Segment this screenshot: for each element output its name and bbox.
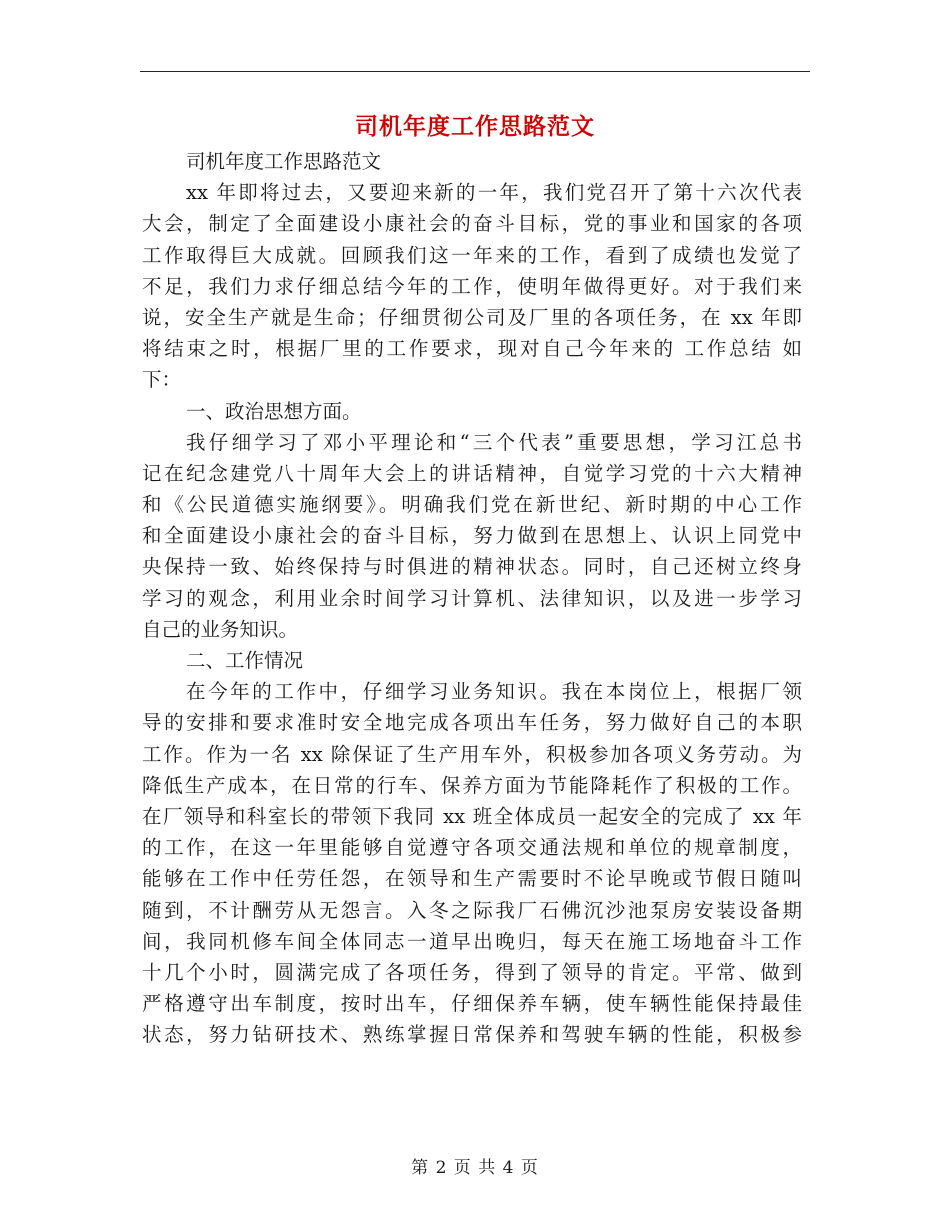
text-line: 一、政治思想方面。 bbox=[186, 399, 362, 423]
text-line: 和《公民道德实施纲要》。明确我们党在新世纪、新时期的中心工作 bbox=[142, 493, 802, 517]
text-line: 不足，我们力求仔细总结今年的工作，使明年做得更好。对于我们来 bbox=[142, 274, 802, 298]
text-line: 导的安排和要求准时安全地完成各项出车任务，努力做好自己的本职 bbox=[142, 711, 802, 735]
text-line: 在今年的工作中，仔细学习业务知识。我在本岗位上，根据厂领 bbox=[186, 680, 802, 704]
text-line: 二、工作情况 bbox=[186, 649, 304, 672]
text-line: 下： bbox=[142, 368, 182, 392]
text-line: 和全面建设小康社会的奋斗目标，努力做到在思想上、认识上同党中 bbox=[142, 524, 802, 548]
text-line: 随到，不计酬劳从无怨言。入冬之际我厂石佛沉沙池泵房安装设备期 bbox=[142, 898, 802, 922]
text-line: 能够在工作中任劳任怨，在领导和生产需要时不论早晚或节假日随叫 bbox=[142, 867, 802, 891]
text-line: 间，我同机修车间全体同志一道早出晚归，每天在施工场地奋斗工作 bbox=[142, 929, 802, 953]
text-line: xx 年即将过去，又要迎来新的一年，我们党召开了第十六次代表 bbox=[186, 181, 802, 205]
text-line: 司机年度工作思路范文 bbox=[186, 150, 382, 173]
document-title: 司机年度工作思路范文 bbox=[355, 114, 595, 140]
text-line: 的工作，在这一年里能够自觉遵守各项交通法规和单位的规章制度， bbox=[142, 836, 802, 860]
text-line: 工作。作为一名 xx 除保证了生产用车外，积极参加各项义务劳动。为 bbox=[142, 742, 802, 766]
text-line: 大会，制定了全面建设小康社会的奋斗目标，党的事业和国家的各项 bbox=[142, 212, 802, 236]
text-line: 自己的业务知识。 bbox=[142, 617, 299, 641]
text-line: 状态，努力钻研技术、熟练掌握日常保养和驾驶车辆的性能，积极参 bbox=[142, 1023, 802, 1047]
text-line: 记在纪念建党八十周年大会上的讲话精神，自觉学习党的十六大精神 bbox=[142, 461, 802, 485]
text-line: 在厂领导和科室长的带领下我同 xx 班全体成员一起安全的完成了 xx 年 bbox=[142, 804, 802, 828]
document-body bbox=[142, 146, 802, 1050]
text-line: 说，安全生产就是生命；仔细贯彻公司及厂里的各项任务，在 xx 年即 bbox=[142, 305, 802, 329]
header-rule bbox=[140, 71, 810, 72]
text-line: 央保持一致、始终保持与时俱进的精神状态。同时，自己还树立终身 bbox=[142, 555, 802, 579]
page-footer: 第 2 页 共 4 页 bbox=[411, 1158, 539, 1178]
text-line: 工作取得巨大成就。回顾我们这一年来的工作，看到了成绩也发觉了 bbox=[142, 243, 802, 267]
text-line: 学习的观念，利用业余时间学习计算机、法律知识，以及进一步学习 bbox=[142, 586, 802, 610]
text-line: 降低生产成本，在日常的行车、保养方面为节能降耗作了积极的工作。 bbox=[142, 773, 802, 797]
text-line: 十几个小时，圆满完成了各项任务，得到了领导的肯定。平常、做到 bbox=[142, 960, 802, 984]
text-line: 将结束之时，根据厂里的工作要求，现对自己今年来的 工作总结 如 bbox=[142, 337, 802, 361]
text-line: 我仔细学习了邓小平理论和“三个代表”重要思想，学习江总书 bbox=[186, 430, 802, 454]
text-line: 严格遵守出车制度，按时出车，仔细保养车辆，使车辆性能保持最佳 bbox=[142, 992, 802, 1016]
